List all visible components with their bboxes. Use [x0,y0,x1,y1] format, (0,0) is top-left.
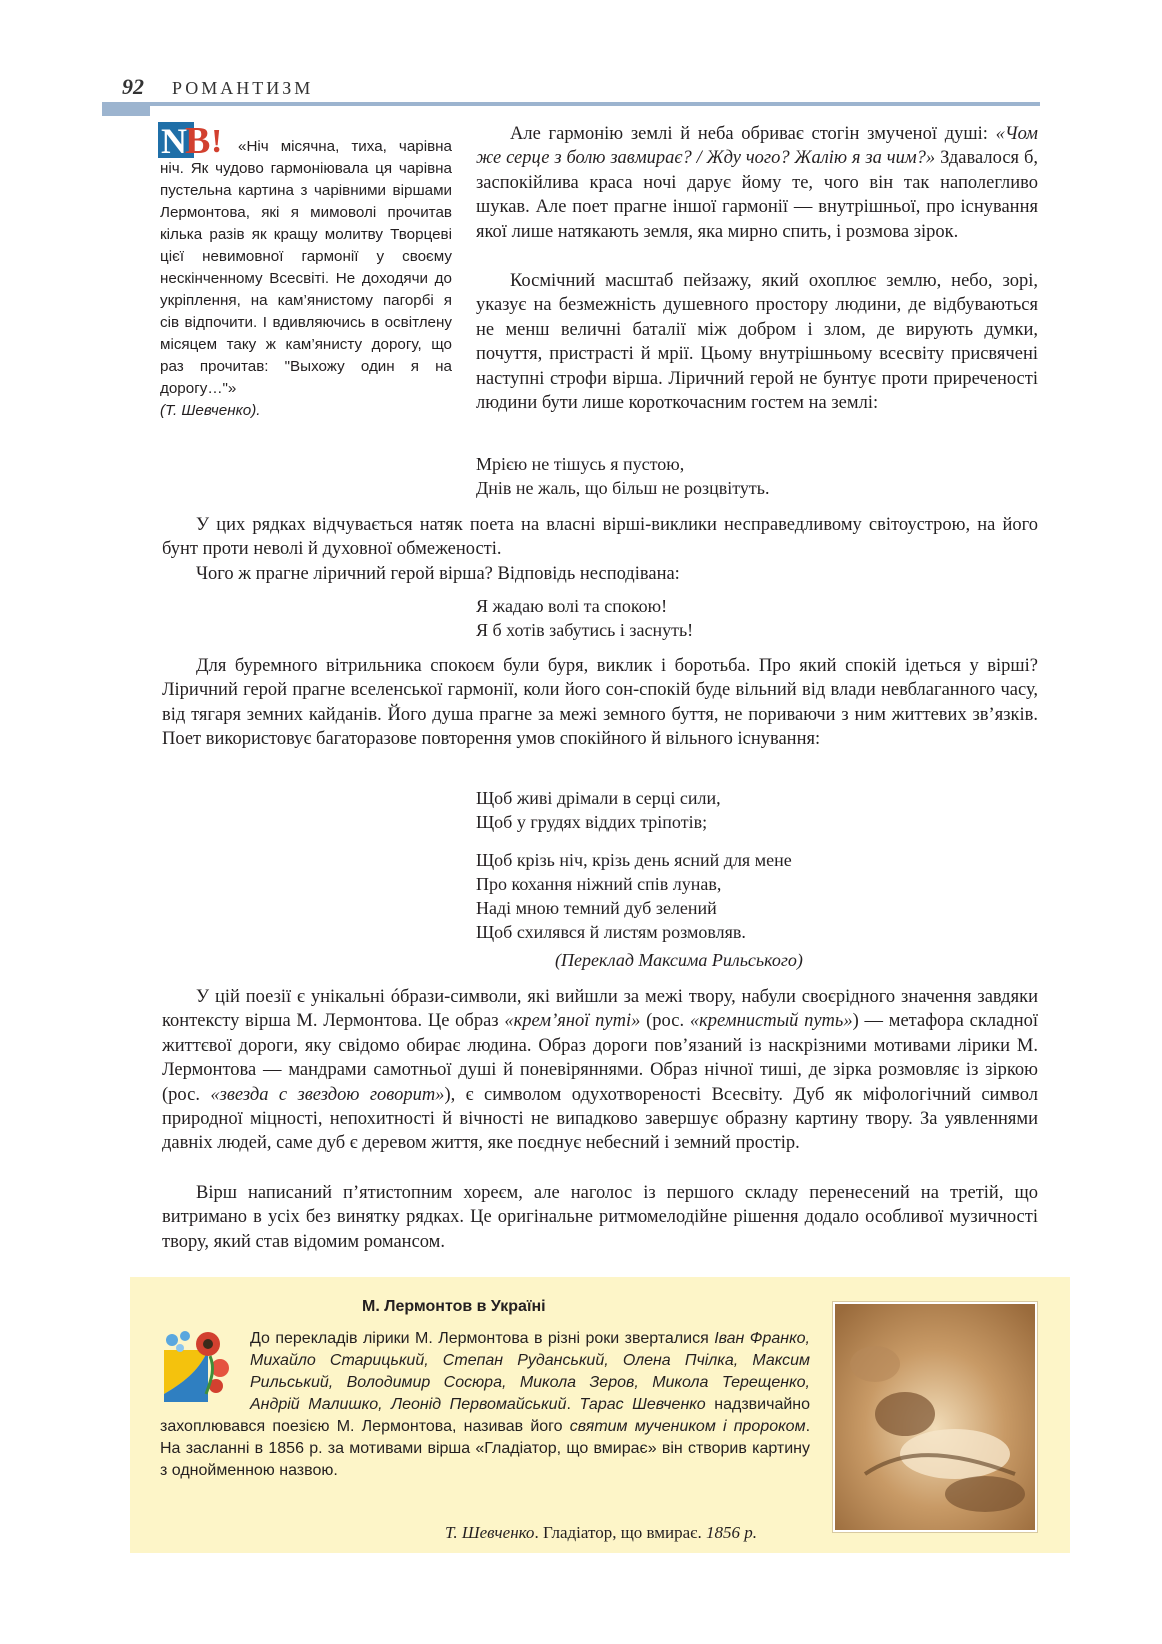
verse-block-2 [476,594,693,642]
verse-line: Щоб крізь ніч, крізь день ясний для мене [476,850,792,870]
info-box-title: М. Лермонтов в Україні [362,1298,546,1315]
sidenote-author: (Т. Шевченко). [160,402,261,419]
paragraph-5: Для буремного вітрильника спокоєм були буря, виклик і боротьба. Про який спокій ідеться у вірші? Ліричний герой прагне вселенської гармонії, коли його сон-спокій буде вільний від влади невблаганного часу, від тягаря земних кайданів. Його душа прагне за межі земного буття, не пориваючи з ним життевих зв’язків. Поет використовує багаторазове повторення умов спокійного й вільного існування: [162,656,1038,750]
verse-block-3 [476,786,721,834]
quote-1: «Чом же серце з болю завмирає? / Жду чого? Жалію я за чим?» [476,124,1038,169]
section-title: РОМАНТИЗМ [172,78,314,98]
verse-line: Щоб схилявся й листям розмовляв. [476,922,746,942]
sidenote-text: «Ніч місячна, тиха, чарівна ніч. Як чудово гармоніювала ця чарівна пустельна картина з чарівними віршами Лермонтова, які я мимоволі прочитав кілька разів як кращу молитву Творцеві цієї невимовної гармонії у своєму нескінченному Всесвіті. Не доходячи до укріплення, на кам’янистому пагорбі я сів відпочити. І вдивляючись в освітлену місяцем таку ж кам’янисту дорогу, що раз прочитав: "Выхожу один я на дорогу…"» [160,138,452,397]
verse-line: Наді мною темний дуб зелений [476,898,717,918]
nb-exclamation: ! [211,123,223,158]
verse-line: Про кохання ніжний спів лунав, [476,874,722,894]
page-header [122,74,1042,104]
info-box-text: До перекладів лірики М. Лермонтова в різні роки зверталися Іван Франко, Михайло Старицький, Степан Руданський, Олена Пчілка, Максим Рильський, Володимир Сосюра, Микола Зеров, Микола Терещенко, Андрій Малишко, Леонід Первомайський. Тарас Шевченко надзвичайно захоплювався поезією М. Лермонтова, називав його святим мучеником і пророком. На засланні в 1856 р. за мотивами вірша «Гладіатор, що вмирає» він створив картину з однойменною назвою. [160,1330,811,1479]
verse-line: Щоб живі дрімали в серці сили, [476,788,721,808]
verse-line: Днів не жаль, що більш не розцвітуть. [476,478,770,498]
nb-sidenote [160,136,452,422]
verse-block-1 [476,452,769,500]
verse-block-4 [476,848,792,944]
paragraph-3: У цих рядках відчувається натяк поета на власні вірші-виклики несправедливому світоустрою, на його бунт проти неволі й духовної обмеженості. [162,515,1038,560]
verse-line: Я б хотів забутись і заснуть! [476,620,694,640]
paragraph-6: У цій поезії є унікальні óбрази-символи, які вийшли за межі твору, набули своєрідного значення завдяки контексту вірша М. Лермонтова. Це образ «крем’яної путі» (рос. «кремнистый путь») — метафора складної життєвої дороги, яку свідомо обирає людина. Образ дороги пов’язаний із наскрізними мотивами лірики М. Лермонтова — мандрами самотньої душі й поневіряннями. Образ нічної тиші, де зірка розмовляє із зіркою (рос. «звезда с звездою говорит»), є символом одухотвореності Всесвіту. Дуб як міфологічний символ природної міцності, непохитності й вічності не випадково завершує образну картину твору. За уявленнями давніх людей, саме дуб є деревом життя, яке поєднує небесний і земний простір. [162,987,1038,1154]
verse-line: Я жадаю волі та спокою! [476,596,668,616]
nb-letter-b: B [185,122,211,158]
paragraph-1: Але гармонію землі й неба обриває стогін змученої душі: «Чом же серце з болю завмирає? / Жду чого? Жалію я за чим?» Здавалося б, заспокійлива краса ночі дарує йому те, чого він так наполегливо шукав. Але поет прагне іншої гармонії — внутрішньої, про існування якої лише натякають земля, яка мирно спить, і розмова зірок. [476,124,1038,242]
translators-list: Іван Франко, Михайло Старицький, Степан Руданський, Олена Пчілка, Максим Рильський, Володимир Сосюра, Микола Зеров, Микола Терещенко, Андрій Малишко, Леонід Первомайський [250,1330,811,1413]
paragraph-7: Вірш написаний п’ятистопним хореєм, але наголос із першого складу перенесений на третій, що витримано в усіх без винятку рядках. Це оригінальне ритмомелодійне рішення додало особливої музичності твору, який став відомим романсом. [162,1183,1038,1252]
painting-caption: Т. Шевченко. Гладіатор, що вмирає. 1856 р. [445,1523,757,1542]
header-rule [102,102,1040,106]
verse-line: Мрією не тішусь я пустою, [476,454,685,474]
gladiator-painting [833,1302,1037,1532]
paragraph-2: Космічний масштаб пейзажу, який охоплює землю, небо, зорі, указує на безмежність душевного простору людини, де відбуваються не менш величні баталії між добром і злом, де вирують думки, почуття, пристрасті й мрії. Цьому внутрішньому всесвіту присвячені наступні строфи вірша. Ліричний герой не бунтує проти приреченості людини бути лише короткочасним гостем на землі: [476,271,1038,414]
verse-line: Щоб у грудях віддих тріпотів; [476,812,708,832]
header-rule-tab [102,102,150,116]
paragraph-4: Чого ж прагне ліричний герой вірша? Відповідь несподівана: [196,564,680,584]
translation-credit: (Переклад Максима Рильського) [555,950,803,970]
nb-letter-n: N [161,122,187,158]
page-number: 92 [122,74,144,99]
